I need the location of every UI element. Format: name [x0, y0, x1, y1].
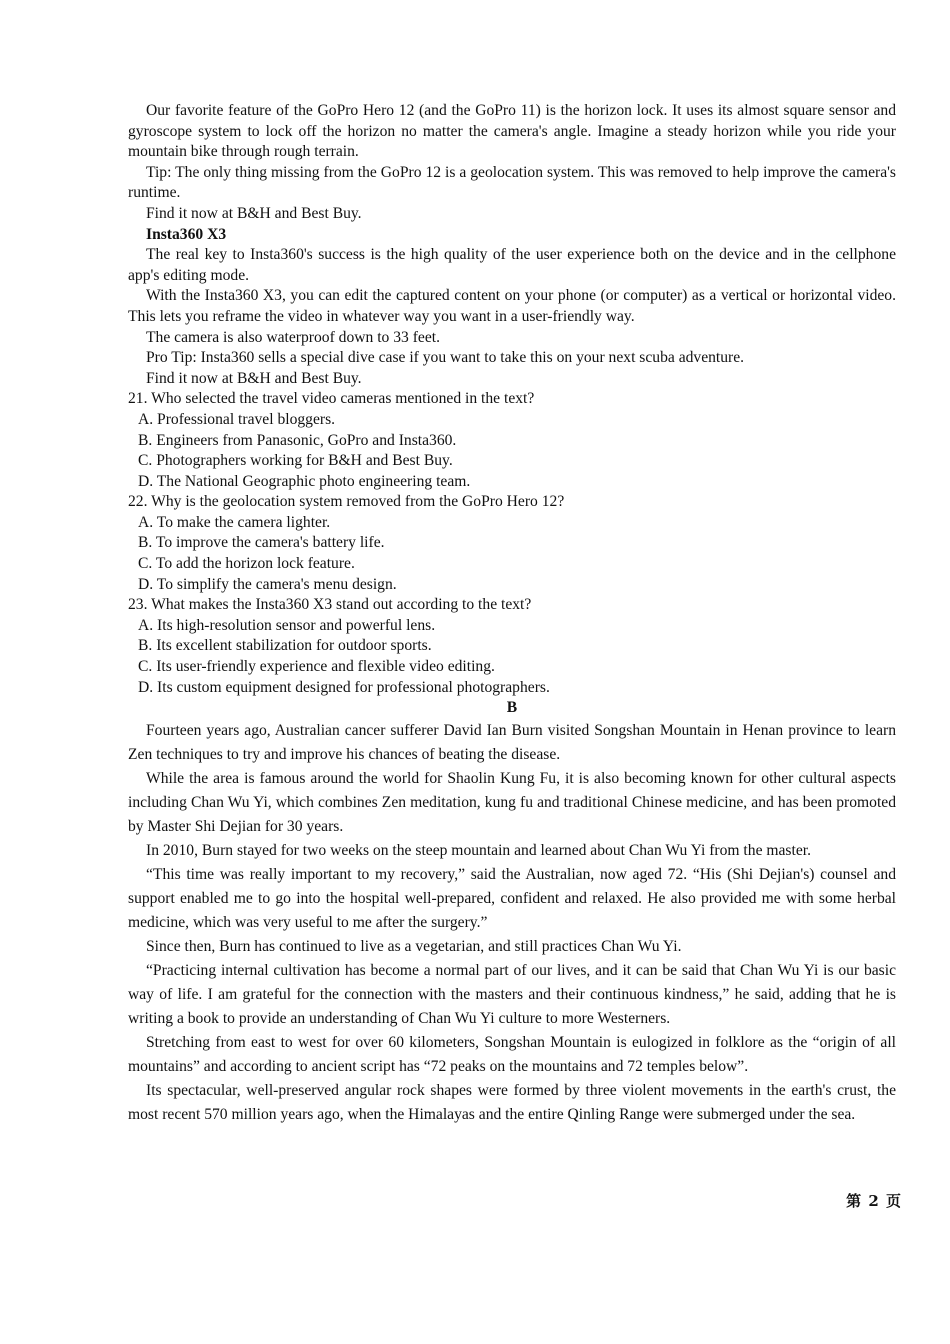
- page-number: 第 2 页: [846, 1192, 902, 1210]
- question-stem: 22. Why is the geolocation system removed from the GoPro Hero 12?: [128, 493, 565, 511]
- passage-b-paragraph: In 2010, Burn stayed for two weeks on the steep mountain and learned about Chan Wu Yi from the master.: [146, 841, 811, 859]
- passage-b-paragraph: “This time was really important to my recovery,” said the Australian, now aged 72. “His (Shi Dejian's) counsel and support enabled me to go into the hospital well-prepared, confident and relaxed. He also provided me with some herbal medicine, which was very useful to me after the surgery.”: [128, 865, 896, 931]
- insta360-paragraph: Pro Tip: Insta360 sells a special dive case if you want to take this on your next scuba adventure.: [146, 349, 745, 367]
- section-b-title: B: [506, 699, 518, 717]
- question-stem: 23. What makes the Insta360 X3 stand out according to the text?: [128, 596, 532, 614]
- insta360-heading: Insta360 X3: [146, 225, 227, 243]
- answer-option: D. Its custom equipment designed for professional photographers.: [138, 678, 550, 696]
- answer-option: C. To add the horizon lock feature.: [138, 555, 355, 573]
- answer-option: C. Its user-friendly experience and flexible video editing.: [138, 658, 495, 676]
- question-21: [128, 389, 896, 492]
- answer-option: D. To simplify the camera's menu design.: [138, 575, 397, 593]
- passage-b-paragraph: Stretching from east to west for over 60 kilometers, Songshan Mountain is eulogized in folklore as the “origin of all mountains” and according to ancient script has “72 peaks on the mountains and 72 temples below”.: [128, 1033, 896, 1075]
- answer-option: D. The National Geographic photo engineering team.: [138, 472, 471, 490]
- passage-b-paragraph: Fourteen years ago, Australian cancer sufferer David Ian Burn visited Songshan Mountain in Henan province to learn Zen techniques to try and improve his chances of beating the disease.: [128, 721, 896, 763]
- insta360-paragraph: With the Insta360 X3, you can edit the captured content on your phone (or computer) as a vertical or horizontal video. This lets you reframe the video in whatever way you want in a user-friendly way.: [128, 287, 896, 325]
- answer-option: A. To make the camera lighter.: [138, 513, 331, 531]
- passage-b-paragraph: Since then, Burn has continued to live as a vegetarian, and still practices Chan Wu Yi.: [146, 937, 682, 955]
- gopro-tip-paragraph: Tip: The only thing missing from the GoPro 12 is a geolocation system. This was removed to help improve the camera's runtime.: [128, 163, 896, 202]
- passage-b-paragraph: “Practicing internal cultivation has become a normal part of our lives, and it can be said that Chan Wu Yi is our basic way of life. I am grateful for the connection with the masters and their continuous kindness,” he said, adding that he is writing a book to provide an understanding of Chan Wu Yi culture to more Westerners.: [128, 961, 896, 1027]
- passage-b-paragraph: While the area is famous around the world for Shaolin Kung Fu, it is also becoming known for other cultural aspects including Chan Wu Yi, which combines Zen meditation, kung fu and traditional Chinese medicine, and has been promoted by Master Shi Dejian for 30 years.: [128, 769, 896, 835]
- answer-option: B. Engineers from Panasonic, GoPro and Insta360.: [138, 431, 457, 449]
- question-stem: 21. Who selected the travel video cameras mentioned in the text?: [128, 390, 535, 408]
- gopro-buy-paragraph: Find it now at B&H and Best Buy.: [146, 204, 362, 222]
- insta360-paragraph: Find it now at B&H and Best Buy.: [146, 369, 362, 387]
- question-22: [128, 492, 896, 595]
- answer-option: A. Its high-resolution sensor and powerful lens.: [138, 616, 436, 634]
- insta360-paragraph: The real key to Insta360's success is the high quality of the user experience both on the device and in the cellphone app's editing mode.: [128, 246, 896, 284]
- exam-page: [128, 101, 896, 1127]
- passage-b-paragraph: Its spectacular, well-preserved angular rock shapes were formed by three violent movements in the earth's crust, the most recent 570 million years ago, when the Himalayas and the entire Qinling Range were submerged under the sea.: [128, 1081, 896, 1123]
- question-23: [128, 595, 896, 698]
- answer-option: C. Photographers working for B&H and Best Buy.: [138, 452, 453, 470]
- answer-option: B. To improve the camera's battery life.: [138, 534, 385, 552]
- insta360-paragraph: The camera is also waterproof down to 33 feet.: [146, 328, 441, 346]
- gopro-horizon-paragraph: Our favorite feature of the GoPro Hero 12 (and the GoPro 11) is the horizon lock. It uses its almost square sensor and gyroscope system to lock off the horizon no matter the camera's angle. Imagine a steady horizon while you ride your mountain bike through rough terrain.: [128, 102, 896, 161]
- answer-option: B. Its excellent stabilization for outdoor sports.: [138, 637, 432, 655]
- answer-option: A. Professional travel bloggers.: [138, 410, 336, 428]
